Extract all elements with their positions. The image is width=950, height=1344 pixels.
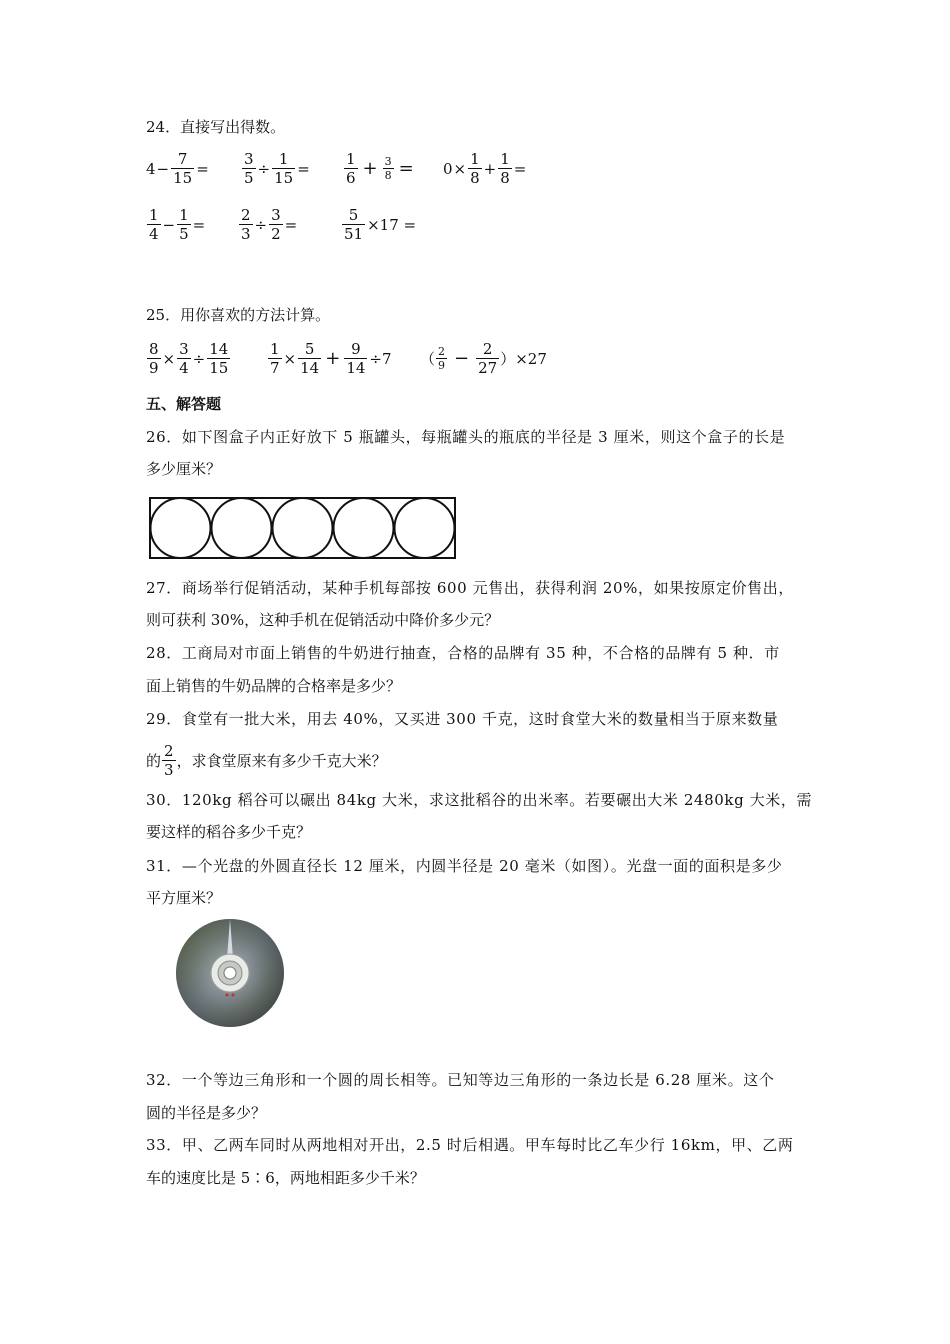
q24-expr-3 bbox=[343, 150, 415, 187]
disc-mark bbox=[232, 994, 235, 997]
equals-sign: = bbox=[398, 158, 414, 179]
operator: × bbox=[283, 349, 297, 368]
q24-expr-6 bbox=[238, 206, 298, 243]
fraction: $\frac{2}{3}$ bbox=[241, 206, 251, 243]
fraction: $\frac{3}{4}$ bbox=[179, 340, 189, 377]
q27-line-1: 27．商场举行促销活动，某种手机每部按 600 元售出，获得利润 20%，如果按原定价售出， bbox=[146, 579, 794, 597]
can-circle bbox=[395, 498, 455, 558]
can-circle bbox=[151, 498, 211, 558]
fraction: $\frac{2}{9}$ bbox=[438, 345, 446, 372]
q31-line-1: 31．—个光盘的外圆直径长 12 厘米，内圆半径是 20 毫米（如图）。光盘一面的面积是多少 bbox=[146, 857, 783, 875]
q25-expr-1 bbox=[146, 340, 231, 377]
fraction: $\frac{1}{5}$ bbox=[179, 206, 189, 243]
q30-line-2: 要这样的稻谷多少千克？ bbox=[146, 823, 312, 841]
fraction: $\frac{1}{6}$ bbox=[346, 150, 356, 187]
fraction: $\frac{3}{8}$ bbox=[384, 155, 392, 182]
equals-sign: = bbox=[297, 159, 310, 178]
equals-sign: = bbox=[196, 159, 209, 178]
q27-line-2: 则可获利 30%，这种手机在促销活动中降价多少元？ bbox=[146, 611, 500, 629]
q24-expr-4 bbox=[443, 150, 527, 187]
operator: + bbox=[362, 158, 378, 179]
operator: − bbox=[156, 159, 170, 178]
q31-line-2: 平方厘米？ bbox=[146, 889, 222, 907]
operator: ÷ bbox=[254, 215, 268, 234]
can-circle bbox=[212, 498, 272, 558]
q33-line-1: 33．甲、乙两车同时从两地相对开出，2.5 时后相遇。甲车每时比乙车少行 16km，甲、乙两 bbox=[146, 1136, 794, 1154]
text: ，求食堂原来有多少千克大米？ bbox=[176, 752, 387, 770]
operator: + bbox=[325, 348, 341, 369]
fraction: $\frac{9}{14}$ bbox=[346, 340, 366, 377]
q29-line-2 bbox=[146, 742, 387, 779]
operator: + bbox=[483, 159, 497, 178]
q24-title: 24．直接写出得数。 bbox=[146, 118, 286, 136]
q33-line-2: 车的速度比是 5∶6，两地相距多少千米？ bbox=[146, 1169, 425, 1187]
q32-line-2: 圆的半径是多少？ bbox=[146, 1104, 267, 1122]
number: 0 bbox=[443, 159, 453, 178]
q28-line-1: 28．工商局对市面上销售的牛奶进行抽查，合格的品牌有 35 种，不合格的品牌有 5 种．市 bbox=[146, 644, 780, 662]
operator: ÷ bbox=[257, 159, 271, 178]
fraction: $\frac{8}{9}$ bbox=[149, 340, 159, 377]
text: 的 bbox=[146, 752, 162, 770]
fraction: $\frac{14}{15}$ bbox=[209, 340, 229, 377]
fraction: $\frac{1}{4}$ bbox=[149, 206, 159, 243]
operator: − bbox=[454, 348, 470, 369]
q29-line-1: 29．食堂有一批大米，用去 40%，又买进 300 千克，这时食堂大米的数量相当于原来数量 bbox=[146, 710, 779, 728]
q32-line-1: 32．一个等边三角形和一个圆的周长相等。已知等边三角形的一条边长是 6.28 厘米。这个 bbox=[146, 1071, 775, 1089]
equals-sign: = bbox=[513, 159, 527, 178]
q26-line-2: 多少厘米？ bbox=[146, 460, 222, 478]
operator: ÷ bbox=[192, 349, 206, 368]
number: 4 bbox=[146, 159, 156, 178]
q24-expr-2 bbox=[241, 150, 311, 187]
operator: × bbox=[162, 349, 176, 368]
fraction: $\frac{3}{5}$ bbox=[244, 150, 254, 187]
q25-expr-2 bbox=[267, 340, 393, 377]
disc-mark bbox=[226, 994, 229, 997]
q25-title: 25．用你喜欢的方法计算。 bbox=[146, 306, 331, 324]
fraction: $\frac{2}{3}$ bbox=[164, 742, 174, 779]
fraction: $\frac{2}{27}$ bbox=[478, 340, 498, 377]
fraction: $\frac{1}{15}$ bbox=[274, 150, 294, 187]
equals-sign: = bbox=[284, 215, 298, 234]
q28-line-2: 面上销售的牛奶品牌的合格率是多少？ bbox=[146, 677, 402, 695]
fraction: $\frac{7}{15}$ bbox=[173, 150, 193, 187]
fraction: $\frac{3}{2}$ bbox=[271, 206, 281, 243]
fraction: $\frac{5}{14}$ bbox=[300, 340, 320, 377]
q24-expr-1 bbox=[146, 150, 210, 187]
fraction: $\frac{5}{51}$ bbox=[344, 206, 364, 243]
expression-tail: ÷7 bbox=[369, 349, 392, 368]
section-heading: 五、解答题 bbox=[146, 395, 222, 413]
q26-line-1: 26．如下图盒子内正好放下 5 瓶罐头，每瓶罐头的瓶底的半径是 3 厘米，则这个盒子的长是 bbox=[146, 428, 786, 446]
fraction: $\frac{1}{8}$ bbox=[500, 150, 510, 187]
box-outline bbox=[150, 498, 455, 558]
right-paren-tail: ）×27 bbox=[500, 350, 547, 368]
operator: − bbox=[162, 215, 176, 234]
q30-line-1: 30．120kg 稻谷可以碾出 84kg 大米，求这批稻谷的出米率。若要碾出大米 2480kg 大米，需 bbox=[146, 791, 813, 809]
operator: × bbox=[453, 159, 467, 178]
expression-tail: ×17 = bbox=[367, 215, 417, 234]
left-paren: （ bbox=[420, 350, 436, 368]
can-circle bbox=[273, 498, 333, 558]
can-circle bbox=[334, 498, 394, 558]
q24-expr-7 bbox=[341, 206, 417, 243]
fraction: $\frac{1}{8}$ bbox=[470, 150, 480, 187]
cd-disc-image bbox=[175, 918, 287, 1030]
q25-expr-3 bbox=[420, 340, 547, 377]
equals-sign: = bbox=[192, 215, 206, 234]
fraction: $\frac{1}{7}$ bbox=[270, 340, 280, 377]
q24-expr-5 bbox=[146, 206, 206, 243]
disc-hole bbox=[224, 967, 236, 979]
box-with-cans-figure bbox=[148, 496, 458, 560]
